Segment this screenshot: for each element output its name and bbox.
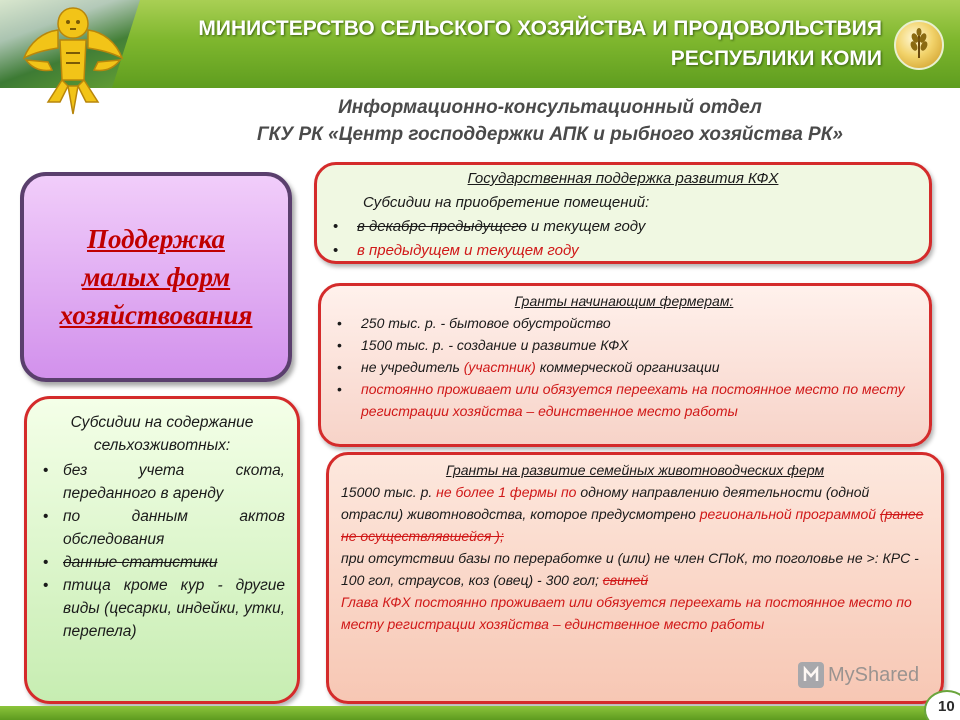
- list-item: [329, 215, 917, 239]
- wheat-ministry-logo-icon: [894, 20, 944, 70]
- list-item: [333, 356, 915, 378]
- struck-text: в декабре предыдущего: [357, 218, 527, 235]
- ministry-title-line2: РЕСПУБЛИКИ КОМИ: [670, 47, 882, 70]
- text-fragment: одному направлению деятельности (одной отрасли) животноводства, которое предусмотрено: [341, 484, 870, 522]
- list-item: • птица кроме кур - другие виды (цесарки, индейки, утки, перепела): [39, 574, 285, 643]
- komi-republic-emblem-icon: [18, 2, 128, 120]
- watermark-text: MyShared: [828, 663, 920, 686]
- myshared-logo-icon: [798, 662, 824, 688]
- small-business-support-box: [20, 172, 292, 382]
- highlight-text: не более 1 фермы по: [436, 484, 577, 500]
- livestock-subsidy-title: Субсидии на содержание сельхозживотных:: [70, 414, 254, 454]
- subtitle-line1: Информационно-консультационный отдел: [338, 97, 762, 118]
- livestock-subsidy-box: [24, 396, 300, 704]
- list-item-text: не учредитель: [361, 359, 464, 375]
- struck-text: свиней: [602, 572, 649, 588]
- page-number: 10: [924, 690, 960, 720]
- list-item: • без учета скота, переданного в аренду: [39, 459, 285, 505]
- kfh-support-title: Государственная поддержка развития КФХ: [467, 170, 779, 187]
- list-item: • 1500 тыс. р. - создание и развитие КФХ: [333, 334, 915, 356]
- list-item: • 250 тыс. р. - бытовое обустройство: [333, 312, 915, 334]
- kfh-support-intro: Субсидии на приобретение помещений:: [363, 194, 650, 211]
- small-business-support-title: Поддержка малых форм хозяйствования: [59, 224, 253, 330]
- list-item-text: коммерческой организации: [535, 359, 720, 375]
- starting-farmer-grants-list: [333, 312, 915, 422]
- family-farm-paragraph-1: [341, 481, 929, 547]
- text-fragment: при отсутствии базы по переработке и (или) не член СПоК, то поголовье не >: КРС - 100 гол, страусов, коз (овец) - 300 гол;: [341, 550, 919, 588]
- list-item: • постоянно проживает или обязуется переехать на постоянное место по месту регистрации хозяйства – единственное место работы: [333, 378, 915, 422]
- starting-farmer-grants-box: [318, 283, 932, 447]
- subtitle-line2: ГКУ РК «Центр господдержки АПК и рыбного хозяйства РК»: [257, 124, 843, 145]
- struck-text: (ранее не осуществлявшейся );: [341, 506, 924, 544]
- family-farm-paragraph-3: Глава КФХ постоянно проживает или обязуется переехать на постоянное место по месту регистрации хозяйства – единственное место работы: [341, 594, 912, 632]
- starting-farmer-grants-title: Гранты начинающим фермерам:: [514, 293, 734, 309]
- text-fragment: 15000 тыс. р.: [341, 484, 437, 500]
- ministry-title-line1: МИНИСТЕРСТВО СЕЛЬСКОГО ХОЗЯЙСТВА И ПРОДОВОЛЬСТВИЯ: [198, 17, 882, 40]
- department-subtitle: [160, 94, 940, 148]
- highlight-text: региональной программой: [699, 506, 877, 522]
- list-item: • в предыдущем и текущем году: [329, 239, 917, 263]
- family-farm-grants-title: Гранты на развитие семейных животноводческих ферм: [445, 462, 825, 478]
- header-band: [0, 0, 960, 88]
- ministry-title: [170, 14, 882, 74]
- list-item: • данные статистики: [39, 551, 285, 574]
- list-item: • по данным актов обследования: [39, 505, 285, 551]
- kfh-support-box: [314, 162, 932, 264]
- livestock-subsidy-list: [39, 459, 285, 643]
- watermark: [798, 660, 919, 690]
- highlight-text: (участник): [463, 359, 536, 375]
- kfh-support-list: [329, 215, 917, 263]
- list-item-text: и текущем году: [526, 218, 646, 235]
- family-farm-paragraph-2: [341, 547, 929, 591]
- footer-band: [0, 706, 960, 720]
